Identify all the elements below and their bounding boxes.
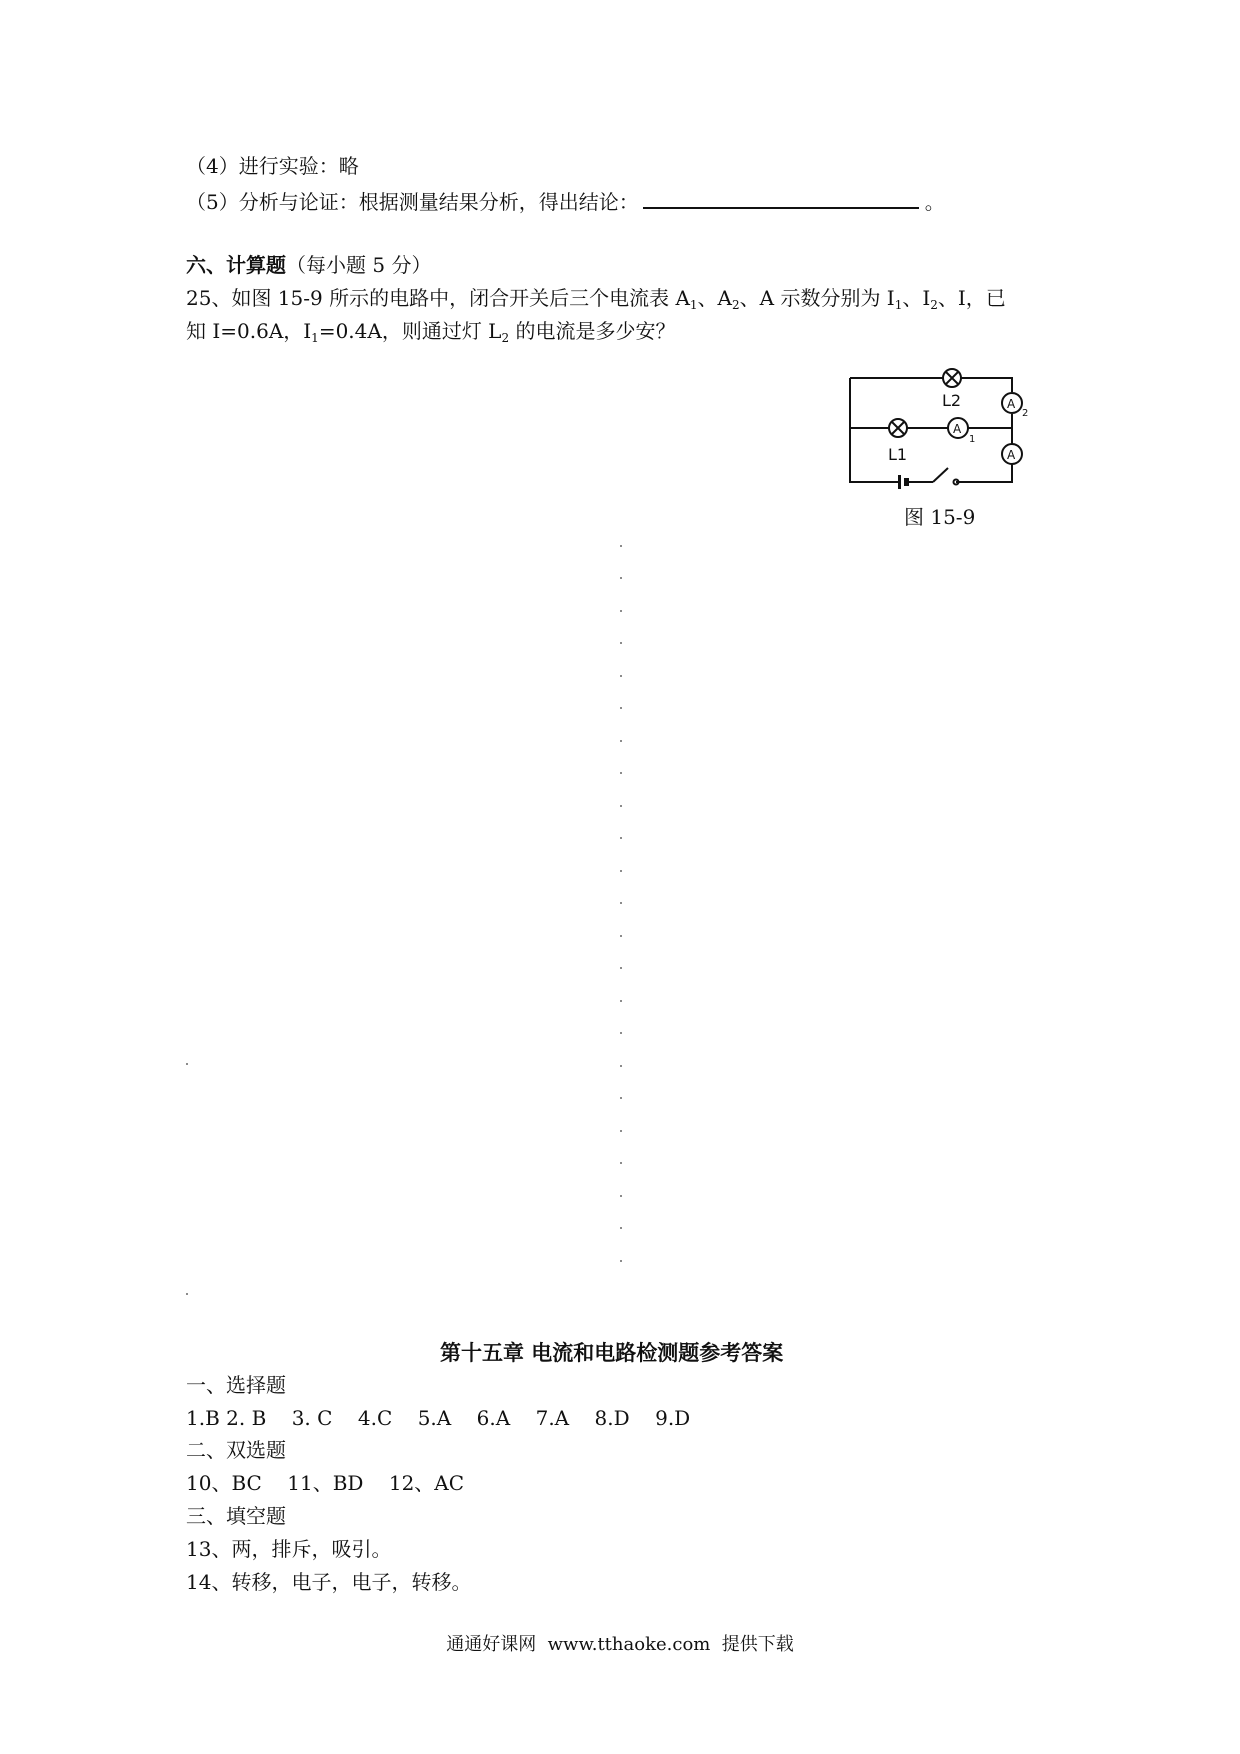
answers-sec1: 一、选择题 xyxy=(186,1373,286,1397)
page-footer: 通通好课网 www.tthaoke.com 提供下载 xyxy=(446,1634,794,1655)
lamp-l1-cross xyxy=(892,422,904,434)
wire-left xyxy=(850,378,898,482)
meter-a2-sub: 2 xyxy=(1022,408,1028,419)
q25-text: 、I，已 xyxy=(937,286,1006,310)
meter-a1-sub: 1 xyxy=(969,434,976,445)
section6-note: （每小题 5 分） xyxy=(286,253,432,277)
answers-title: 第十五章 电流和电路检测题参考答案 xyxy=(440,1340,784,1365)
q25-sub: 1 xyxy=(894,298,903,312)
q25-text: 、A xyxy=(697,286,732,310)
answers-q14: 14、转移，电子，电子，转移。 xyxy=(186,1570,472,1594)
meter-a2-letter: A xyxy=(1007,397,1016,411)
q25-sub: 2 xyxy=(501,331,510,345)
meter-a-letter: A xyxy=(1007,448,1016,462)
q25-text: 、A 示数分别为 I xyxy=(739,286,895,310)
q25-sub: 2 xyxy=(930,298,938,312)
answers-sec2-line: 10、BC 11、BD 12、AC xyxy=(186,1471,465,1495)
section6-heading xyxy=(186,252,431,278)
step5-line xyxy=(186,189,945,215)
label-l1: L1 xyxy=(888,445,908,464)
step5-end: 。 xyxy=(924,190,945,214)
answers-q13: 13、两，排斥，吸引。 xyxy=(186,1537,392,1561)
q25-sub: 1 xyxy=(311,331,319,345)
q25-text: 、I xyxy=(902,286,931,310)
battery-cell xyxy=(904,478,909,486)
label-l2: L2 xyxy=(942,391,962,410)
step4-text: （4）进行实验：略 xyxy=(186,154,359,178)
lamp-l2-cross xyxy=(946,372,958,384)
q25-text: 知 I=0.6A，I xyxy=(186,319,312,343)
q25-text: 25、如图 15-9 所示的电路中，闭合开关后三个电流表 A xyxy=(186,286,690,310)
meter-a1-letter: A xyxy=(953,422,962,436)
q25-text: 的电流是多少安？ xyxy=(509,319,676,343)
answers-sec1-line: 1.B 2. B 3. C 4.C 5.A 6.A 7.A 8.D 9.D xyxy=(186,1406,691,1430)
answers-sec2: 二、双选题 xyxy=(186,1438,286,1462)
answer-blank xyxy=(643,189,919,209)
wire-top-branch xyxy=(850,378,1012,482)
q25-text: =0.4A，则通过灯 L xyxy=(318,319,502,343)
section6-title: 六、计算题 xyxy=(186,253,286,277)
circuit-diagram xyxy=(848,362,1028,494)
q25-line1 xyxy=(186,285,1006,311)
q25-line2 xyxy=(186,318,675,344)
q25-sub: 2 xyxy=(732,298,740,312)
answers-sec3: 三、填空题 xyxy=(186,1504,286,1528)
figure-caption: 图 15-9 xyxy=(904,505,976,529)
switch-blade xyxy=(933,468,948,482)
step5-text: （5）分析与论证：根据测量结果分析，得出结论： xyxy=(186,190,639,214)
battery-icon xyxy=(898,475,901,489)
q25-sub: 1 xyxy=(689,298,698,312)
